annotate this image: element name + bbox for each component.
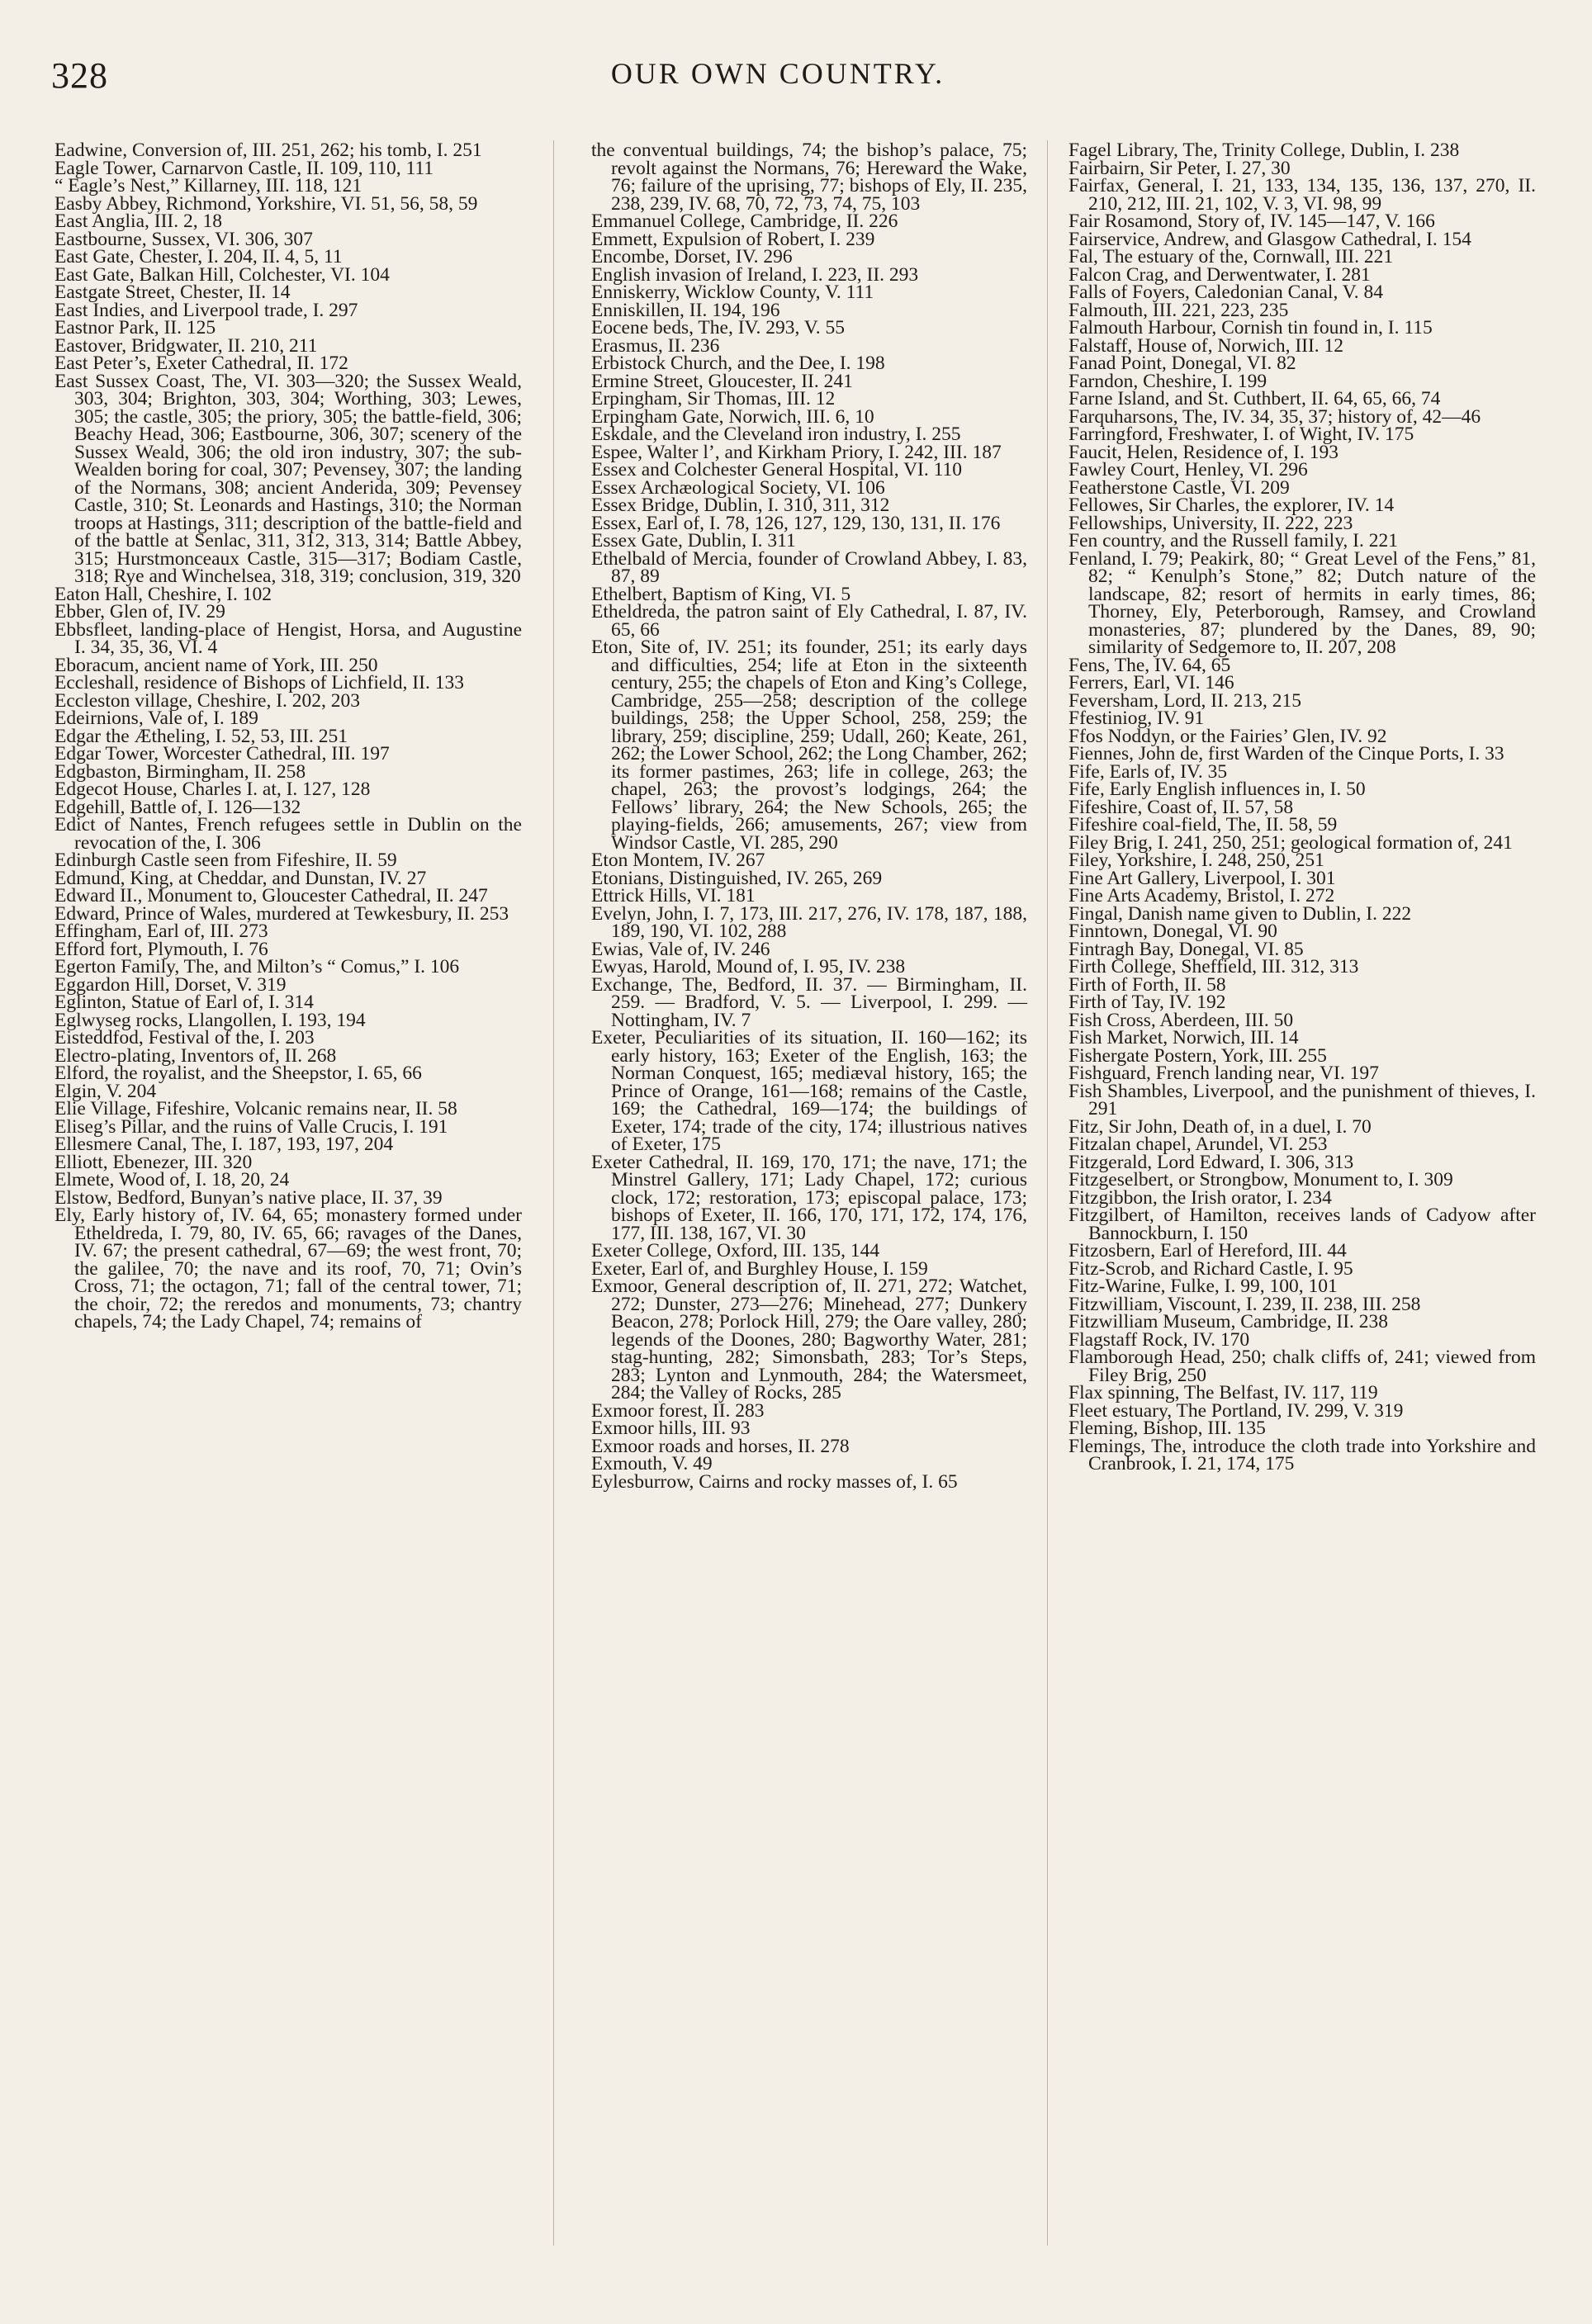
index-entry: Essex and Colchester General Hospital, VI. 110 <box>591 459 963 480</box>
index-entry: Enniskerry, Wicklow County, V. 111 <box>591 282 874 303</box>
index-entry: East Peter’s, Exeter Cathedral, II. 172 <box>54 353 348 374</box>
index-entry: Fife, Early English influences in, I. 50 <box>1068 779 1366 800</box>
index-entry: Firth of Tay, IV. 192 <box>1068 992 1226 1013</box>
index-entry: East Gate, Balkan Hill, Colchester, VI. 104 <box>54 263 390 286</box>
index-entry: Ewias, Vale of, IV. 246 <box>591 938 770 960</box>
index-entry: Exmoor hills, III. 93 <box>591 1418 751 1439</box>
running-title: OUR OWN COUNTRY. <box>610 57 945 90</box>
index-entry: “ Eagle’s Nest,” Killarney, III. 118, 121 <box>54 175 362 196</box>
index-entry: Ebber, Glen of, IV. 29 <box>54 601 225 622</box>
index-entry: Faucit, Helen, Residence of, I. 193 <box>1068 441 1339 463</box>
index-entry: Exmoor forest, II. 283 <box>591 1399 765 1422</box>
index-entry: Eastbourne, Sussex, VI. 306, 307 <box>54 228 313 250</box>
index-entry: Electro-plating, Inventors of, II. 268 <box>54 1044 337 1067</box>
index-entry: Eastover, Bridgwater, II. 210, 211 <box>54 334 318 357</box>
index-entry: Edmund, King, at Cheddar, and Dunstan, IV. 27 <box>54 867 427 889</box>
index-entry: Exeter Cathedral, II. 169, 170, 171; the nave, 171; the Minstrel Gallery, 171; Lady Chapel, 172; curious clock, 172; restoration, 173; episcopal palace, 173; bishops of Exeter, II. 166, 170, 171, 172, 174, 176, 177, III. 138, 167, VI. 30 <box>591 1151 1027 1244</box>
index-entry: Elstow, Bedford, Bunyan’s native place, II. 37, 39 <box>54 1186 443 1209</box>
index-entry: Eocene beds, The, IV. 293, V. 55 <box>591 317 845 338</box>
index-entry: Exeter, Earl of, and Burghley House, I. 159 <box>591 1257 928 1280</box>
index-entry: Eastgate Street, Chester, II. 14 <box>54 282 291 303</box>
index-entry: Ermine Street, Gloucester, II. 241 <box>591 370 853 392</box>
index-entry: Erpingham, Sir Thomas, III. 12 <box>591 388 836 409</box>
index-entry: Efford fort, Plymouth, I. 76 <box>54 938 268 960</box>
index-entry: Eagle Tower, Carnarvon Castle, II. 109, 110, 111 <box>54 157 434 179</box>
index-column-1 <box>54 142 522 1332</box>
index-entry: Elliott, Ebenezer, III. 320 <box>54 1151 253 1173</box>
index-entry: Exeter College, Oxford, III. 135, 144 <box>591 1240 880 1261</box>
index-entry: Essex Gate, Dublin, I. 311 <box>591 530 796 551</box>
index-entry: Fair Rosamond, Story of, IV. 145—147, V. 166 <box>1068 211 1435 232</box>
column-divider <box>1047 140 1048 2246</box>
index-entry: Fitzgibbon, the Irish orator, I. 234 <box>1068 1186 1332 1209</box>
index-entry: Eglwyseg rocks, Llangollen, I. 193, 194 <box>54 1009 366 1031</box>
index-entry: Ffos Noddyn, or the Fairies’ Glen, IV. 92 <box>1068 725 1387 747</box>
index-entry: Fens, The, IV. 64, 65 <box>1068 654 1231 676</box>
index-entry: Fen country, and the Russell family, I. 221 <box>1068 530 1398 551</box>
index-entry: Edward II., Monument to, Gloucester Cathedral, II. 247 <box>54 885 488 906</box>
index-entry: Elford, the royalist, and the Sheepstor, I. 65, 66 <box>54 1063 422 1084</box>
index-entry: Filey, Yorkshire, I. 248, 250, 251 <box>1068 850 1324 871</box>
index-entry: Etheldreda, the patron saint of Ely Cathedral, I. 87, IV. 65, 66 <box>591 601 1027 641</box>
index-entry: Essex Archæological Society, VI. 106 <box>591 476 885 499</box>
index-entry: Fitzgerald, Lord Edward, I. 306, 313 <box>1068 1151 1354 1173</box>
index-entry: Fal, The estuary of the, Cornwall, III. 221 <box>1068 246 1394 267</box>
index-entry: Ethelbert, Baptism of King, VI. 5 <box>591 583 851 605</box>
index-entry: Encombe, Dorset, IV. 296 <box>591 246 793 267</box>
index-entry: Fitzgilbert, of Hamilton, receives lands of Cadyow after Bannockburn, I. 150 <box>1068 1205 1536 1244</box>
index-entry: Fairservice, Andrew, and Glasgow Cathedral, I. 154 <box>1068 228 1471 250</box>
index-entry: Elgin, V. 204 <box>54 1080 157 1102</box>
index-entry: Egerton Family, The, and Milton’s “ Comus,” I. 106 <box>54 956 460 977</box>
index-entry: Fintragh Bay, Donegal, VI. 85 <box>1068 938 1304 960</box>
index-entry: Fishguard, French landing near, VI. 197 <box>1068 1063 1379 1084</box>
index-entry: Fifeshire, Coast of, II. 57, 58 <box>1068 796 1294 818</box>
index-entry: Fine Arts Academy, Bristol, I. 272 <box>1068 885 1335 906</box>
index-entry: Fitzalan chapel, Arundel, VI. 253 <box>1068 1134 1328 1155</box>
index-entry: Fife, Earls of, IV. 35 <box>1068 760 1228 783</box>
index-entry: Ebbsfleet, landing-place of Hengist, Horsa, and Augustine I. 34, 35, 36, VI. 4 <box>54 618 522 658</box>
index-entry: Firth College, Sheffield, III. 312, 313 <box>1068 956 1359 977</box>
index-entry: Edgbaston, Birmingham, II. 258 <box>54 760 306 783</box>
index-entry: Fleet estuary, The Portland, IV. 299, V. 319 <box>1068 1399 1404 1422</box>
index-entry: Edgehill, Battle of, I. 126—132 <box>54 796 301 818</box>
index-entry: Edinburgh Castle seen from Fifeshire, II. 59 <box>54 850 397 871</box>
index-entry: Essex Bridge, Dublin, I. 310, 311, 312 <box>591 495 890 516</box>
index-entry: Easby Abbey, Richmond, Yorkshire, VI. 51, 56, 58, 59 <box>54 192 478 215</box>
index-entry: Ettrick Hills, VI. 181 <box>591 885 756 906</box>
index-entry: Fifeshire coal-field, The, II. 58, 59 <box>1068 814 1338 835</box>
index-entry: Edgar the Ætheling, I. 52, 53, III. 251 <box>54 725 348 747</box>
page-number: 328 <box>51 55 108 96</box>
index-entry: Exmoor, General description of, II. 271, 272; Watchet, 272; Dunster, 273—276; Minehead, 277; Dunkery Beacon, 278; Porlock Hill, 279; the Oare valley, 280; legends of the Doones, 280; Bagworthy Water, 281; stag-hunting, 282; Simonsbath, 283; Tor’s Steps, 283; Lynton and Lynmouth, 284; the Watersmeet, 284; the Valley of Rocks, 285 <box>591 1276 1027 1403</box>
index-entry: Evelyn, John, I. 7, 173, III. 217, 276, IV. 178, 187, 188, 189, 190, VI. 102, 288 <box>591 902 1027 942</box>
index-entry: Erbistock Church, and the Dee, I. 198 <box>591 353 885 374</box>
index-entry: Falstaff, House of, Norwich, III. 12 <box>1068 334 1344 357</box>
index-entry: Farndon, Cheshire, I. 199 <box>1068 370 1267 392</box>
index-entry: Eskdale, and the Cleveland iron industry, I. 255 <box>591 424 961 445</box>
index-entry: Fitzwilliam, Viscount, I. 239, II. 238, III. 258 <box>1068 1293 1421 1315</box>
index-entry: Fingal, Danish name given to Dublin, I. 222 <box>1068 902 1412 925</box>
index-entry: Finntown, Donegal, VI. 90 <box>1068 921 1277 942</box>
index-entry: Eton, Site of, IV. 251; its founder, 251; its early days and difficulties, 254; life at Eton in the sixteenth century, 255; the chapels of Eton and King’s College, Cambridge, 255—258; description of the college buildings, 258; the Upper School, 258, 259; the library, 259; discipline, 259; Udall, 260; Keate, 261, 262; the Lower School, 262; the Long Chamber, 262; its former pastimes, 263; life in college, 263; the chapel, 263; the provost’s lodgings, 264; the Fellows’ library, 264; the New Schools, 265; the playing-fields, 266; amusements, 267; view from Windsor Castle, VI. 285, 290 <box>591 637 1027 854</box>
index-entry: Espee, Walter l’, and Kirkham Priory, I. 242, III. 187 <box>591 441 1002 463</box>
index-entry: Ferrers, Earl, VI. 146 <box>1068 672 1234 693</box>
index-entry: Eboracum, ancient name of York, III. 250 <box>54 654 378 676</box>
index-entry: Erpingham Gate, Norwich, III. 6, 10 <box>591 405 874 428</box>
index-entry: Emmanuel College, Cambridge, II. 226 <box>591 211 898 232</box>
index-entry: Ely, Early history of, IV. 64, 65; monastery formed under Etheldreda, I. 79, 80, IV. 65, 66; ravages of the Danes, IV. 67; the present cathedral, 67—69; the west front, 70; the galilee, 70; the nave and its roof, 70, 71; Ovin’s Cross, 71; the octagon, 71; fall of the central tower, 71; the choir, 72; the reredos and monuments, 73; chantry chapels, 74; the Lady Chapel, 74; remains of <box>54 1205 522 1332</box>
index-entry: Flagstaff Rock, IV. 170 <box>1068 1328 1250 1351</box>
index-entry: Fellowships, University, II. 222, 223 <box>1068 512 1353 534</box>
index-entry: Eccleston village, Cheshire, I. 202, 203 <box>54 689 361 712</box>
index-entry: Fitz-Scrob, and Richard Castle, I. 95 <box>1068 1257 1353 1280</box>
index-entry: Erasmus, II. 236 <box>591 334 720 357</box>
page-header <box>51 54 1504 104</box>
index-entry: Featherstone Castle, VI. 209 <box>1068 476 1290 499</box>
index-entry: Fine Art Gallery, Liverpool, I. 301 <box>1068 867 1336 889</box>
index-entry: Edgar Tower, Worcester Cathedral, III. 197 <box>54 743 390 764</box>
index-entry: Eglinton, Statue of Earl of, I. 314 <box>54 992 314 1013</box>
index-entry: Farne Island, and St. Cuthbert, II. 64, 65, 66, 74 <box>1068 388 1441 409</box>
index-entry: Exmoor roads and horses, II. 278 <box>591 1435 850 1457</box>
column-divider <box>553 140 554 2246</box>
index-entry: Elie Village, Fifeshire, Volcanic remains near, II. 58 <box>54 1098 457 1119</box>
index-entry: Falcon Crag, and Derwentwater, I. 281 <box>1068 263 1371 286</box>
index-entry: Ewyas, Harold, Mound of, I. 95, IV. 238 <box>591 956 906 977</box>
index-entry: Fishergate Postern, York, III. 255 <box>1068 1044 1327 1067</box>
index-column-3 <box>1068 142 1536 1474</box>
index-entry: the conventual buildings, 74; the bishop’s palace, 75; revolt against the Normans, 76; Hereward the Wake, 76; failure of the uprising, 77; bishops of Ely, II. 235, 238, 239, IV. 68, 70, 72, 73, 74, 75, 103 <box>591 140 1027 215</box>
index-entry: Fairfax, General, I. 21, 133, 134, 135, 136, 137, 270, II. 210, 212, III. 21, 102, V. 3, VI. 98, 99 <box>1068 175 1536 215</box>
index-entry: East Indies, and Liverpool trade, I. 297 <box>54 299 358 321</box>
index-entry: East Gate, Chester, I. 204, II. 4, 5, 11 <box>54 246 343 267</box>
index-entry: Exchange, The, Bedford, II. 37. — Birmingham, II. 259. — Bradford, V. 5. — Liverpool, I. 299. — Nottingham, IV. 7 <box>591 973 1027 1031</box>
index-entry: Fellowes, Sir Charles, the explorer, IV. 14 <box>1068 495 1395 516</box>
index-entry: Eisteddfod, Festival of the, I. 203 <box>54 1027 315 1048</box>
index-entry: Edward, Prince of Wales, murdered at Tewkesbury, II. 253 <box>54 902 509 925</box>
index-entry: Filey Brig, I. 241, 250, 251; geological formation of, 241 <box>1068 831 1513 854</box>
index-entry: Ellesmere Canal, The, I. 187, 193, 197, 204 <box>54 1134 394 1155</box>
index-entry: Fleming, Bishop, III. 135 <box>1068 1418 1266 1439</box>
index-entry: Fitzosbern, Earl of Hereford, III. 44 <box>1068 1240 1347 1261</box>
index-entry: Fitz-Warine, Fulke, I. 99, 100, 101 <box>1068 1276 1338 1297</box>
index-entry: Flax spinning, The Belfast, IV. 117, 119 <box>1068 1382 1378 1403</box>
index-entry: East Sussex Coast, The, VI. 303—320; the Sussex Weald, 303, 304; Brighton, 303, 304; Worthing, 303; Lewes, 305; the castle, 305; the priory, 305; the battle-field, 306; Beachy Head, 306; Eastbourne, 306, 307; scenery of the Sussex Weald, 306; the old iron industry, 307; the sub-Wealden boring for coal, 307; Pevensey, 307; the landing of the Normans, 308; ancient Anderida, 309; Pevensey Castle, 310; St. Leonards and Hastings, 310; the Norman troops at Hastings, 311; description of the battle-field and of the battle at Senlac, 311, 312, 313, 314; Battle Abbey, 315; Hurstmonceaux Castle, 315—317; Bodiam Castle, 318; Rye and Winchelsea, 318, 319; conclusion, 319, 320 <box>54 370 522 587</box>
index-entry: Fish Shambles, Liverpool, and the punishment of thieves, I. 291 <box>1068 1080 1536 1119</box>
index-entry: Exeter, Peculiarities of its situation, II. 160—162; its early history, 163; Exeter of the English, 163; the Norman Conquest, 165; mediæval history, 165; the Prince of Orange, 161—168; remains of the Castle, 169; the Cathedral, 169—174; the buildings of Exeter, 174; trade of the city, 174; illustrious natives of Exeter, 175 <box>591 1027 1027 1155</box>
index-column-2 <box>591 142 1027 1491</box>
index-entry: Firth of Forth, II. 58 <box>1068 973 1226 996</box>
index-entry: Fiennes, John de, first Warden of the Cinque Ports, I. 33 <box>1068 743 1504 764</box>
index-entry: Eton Montem, IV. 267 <box>591 850 765 871</box>
index-entry: Fish Cross, Aberdeen, III. 50 <box>1068 1009 1294 1031</box>
index-entry: Effingham, Earl of, III. 273 <box>54 921 268 942</box>
index-entry: Flamborough Head, 250; chalk cliffs of, 241; viewed from Filey Brig, 250 <box>1068 1347 1536 1386</box>
index-entry: Falls of Foyers, Caledonian Canal, V. 84 <box>1068 282 1383 303</box>
index-entry: Emmett, Expulsion of Robert, I. 239 <box>591 228 875 250</box>
index-entry: Fitzwilliam Museum, Cambridge, II. 238 <box>1068 1311 1389 1332</box>
index-entry: Eaton Hall, Cheshire, I. 102 <box>54 583 272 605</box>
index-entry: Edeirnions, Vale of, I. 189 <box>54 708 258 729</box>
index-entry: Eggardon Hill, Dorset, V. 319 <box>54 973 287 996</box>
index-entry: Fish Market, Norwich, III. 14 <box>1068 1027 1299 1048</box>
index-entry: Eastnor Park, II. 125 <box>54 317 216 338</box>
index-entry: Eliseg’s Pillar, and the ruins of Valle Crucis, I. 191 <box>54 1115 448 1138</box>
index-entry: Ffestiniog, IV. 91 <box>1068 708 1205 729</box>
index-entry: Fanad Point, Donegal, VI. 82 <box>1068 353 1296 374</box>
index-entry: Etonians, Distinguished, IV. 265, 269 <box>591 867 883 889</box>
index-entry: Falmouth, III. 221, 223, 235 <box>1068 299 1289 321</box>
index-entry: Flemings, The, introduce the cloth trade into Yorkshire and Cranbrook, I. 21, 174, 175 <box>1068 1435 1536 1474</box>
index-entry: Edgecot House, Charles I. at, I. 127, 128 <box>54 779 371 800</box>
index-entry: Elmete, Wood of, I. 18, 20, 24 <box>54 1169 290 1190</box>
index-entry: Essex, Earl of, I. 78, 126, 127, 129, 130, 131, II. 176 <box>591 512 1001 534</box>
index-entry: Exmouth, V. 49 <box>591 1453 713 1474</box>
index-entry: English invasion of Ireland, I. 223, II. 293 <box>591 263 919 286</box>
index-entry: Edict of Nantes, French refugees settle in Dublin on the revocation of the, I. 306 <box>54 814 522 854</box>
index-entry: Farquharsons, The, IV. 34, 35, 37; history of, 42—46 <box>1068 405 1481 428</box>
index-entry: Fawley Court, Henley, VI. 296 <box>1068 459 1308 480</box>
index-entry: Eccleshall, residence of Bishops of Lichfield, II. 133 <box>54 672 464 693</box>
index-entry: East Anglia, III. 2, 18 <box>54 211 222 232</box>
index-entry: Eadwine, Conversion of, III. 251, 262; his tomb, I. 251 <box>54 140 482 161</box>
index-entry: Eylesburrow, Cairns and rocky masses of, I. 65 <box>591 1470 958 1493</box>
index-entry: Farringford, Freshwater, I. of Wight, IV. 175 <box>1068 424 1414 445</box>
index-entry: Fagel Library, The, Trinity College, Dublin, I. 238 <box>1068 140 1460 161</box>
index-entry: Fairbairn, Sir Peter, I. 27, 30 <box>1068 157 1291 179</box>
index-entry: Feversham, Lord, II. 213, 215 <box>1068 689 1301 712</box>
index-entry: Enniskillen, II. 194, 196 <box>591 299 780 321</box>
index-entry: Fitzgeselbert, or Strongbow, Monument to, I. 309 <box>1068 1169 1453 1190</box>
index-entry: Fenland, I. 79; Peakirk, 80; “ Great Level of the Fens,” 81, 82; “ Kenulph’s Stone,” 82; Dutch nature of the landscape, 82; resort of hermits in early times, 86; Thorney, Ely, Peterborough, Ramsey, and Crowland monasteries, 87; plundered by the Danes, 89, 90; similarity of Sedgemore to, II. 207, 208 <box>1068 547 1536 658</box>
index-entry: Falmouth Harbour, Cornish tin found in, I. 115 <box>1068 317 1433 338</box>
index-entry: Ethelbald of Mercia, founder of Crowland Abbey, I. 83, 87, 89 <box>591 547 1027 587</box>
index-entry: Fitz, Sir John, Death of, in a duel, I. 70 <box>1068 1115 1372 1138</box>
